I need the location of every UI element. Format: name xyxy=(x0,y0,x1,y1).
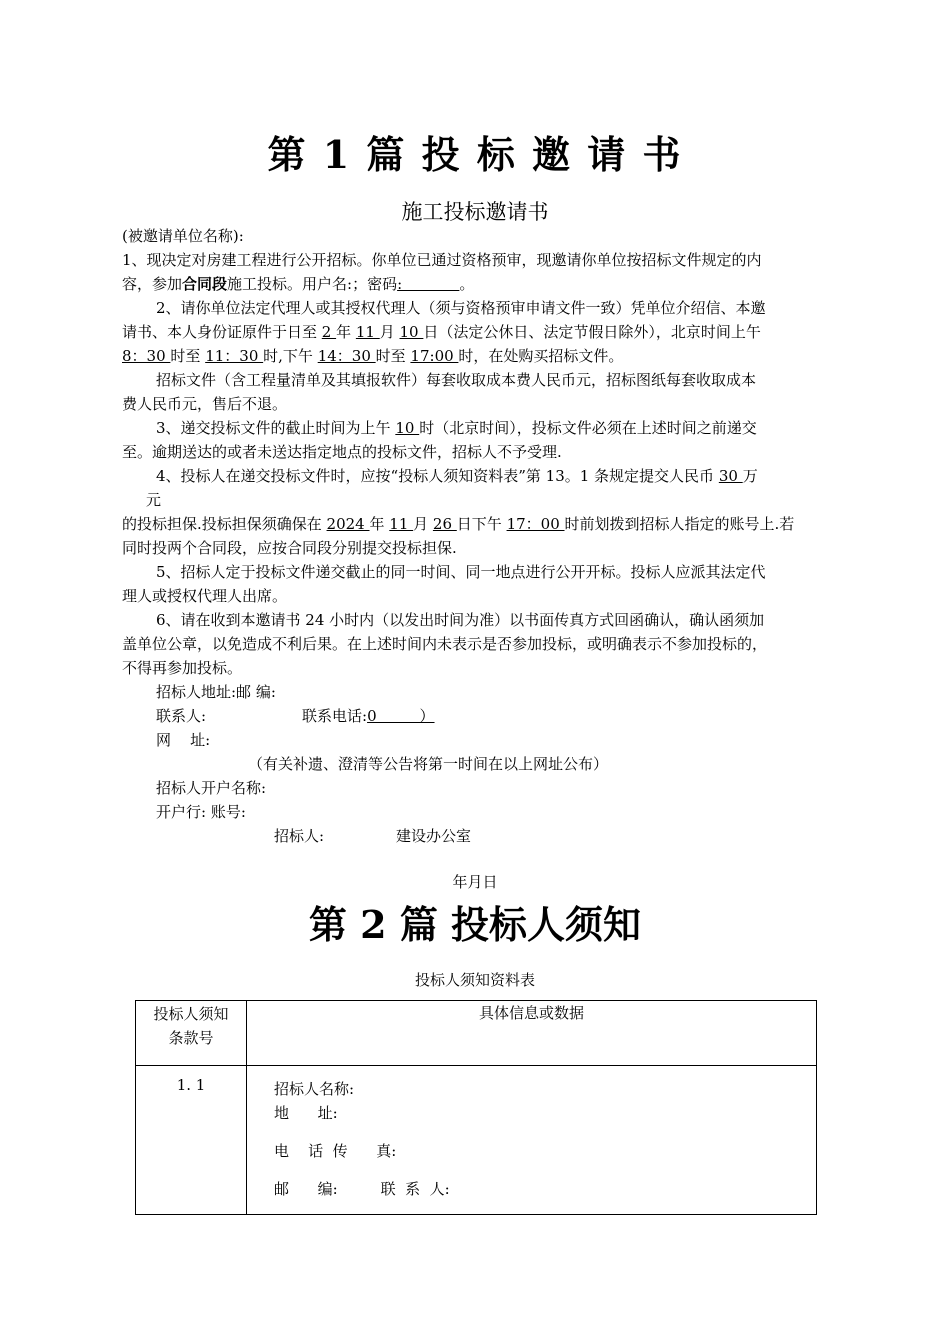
website-line: 网 址: xyxy=(156,731,211,749)
header-clause-no: 投标人须知条款号 xyxy=(136,1001,247,1066)
header-details: 具体信息或数据 xyxy=(247,1001,817,1066)
account-name-line: 招标人开户名称: xyxy=(156,779,267,797)
bidder-info-table xyxy=(135,1000,817,1215)
date-line: 年月日 xyxy=(452,873,498,891)
paragraph-1: 1、现决定对房建工程进行公开招标。你单位已通过资格预审，现邀请你单位按招标文件规定的内 容，参加合同段施工投标。用户名:；密码: 。 xyxy=(122,251,762,293)
contact-line: 联系人: 联系电话:0 ） xyxy=(156,707,435,725)
part2-title: 第 2 篇 投标人须知 xyxy=(308,902,642,947)
notice-line: （有关补遗、澄清等公告将第一时间在以上网址公布） xyxy=(248,755,609,773)
part1-title: 第 1 篇 投 标 邀 请 书 xyxy=(267,132,683,177)
paragraph-fees: 招标文件（含工程量清单及其填报软件）每套收取成本费人民币元，招标图纸每套收取成本 费人民币元，售后不退。 xyxy=(122,371,757,413)
bank-line: 开户行: 账号: xyxy=(156,803,246,821)
part1-subtitle: 施工投标邀请书 xyxy=(401,200,549,224)
paragraph-3: 3、递交投标文件的截止时间为上午 10 时（北京时间），投标文件必须在上述时间之前递交 至。逾期送达的或者未送达指定地点的投标文件，招标人不予受理. xyxy=(122,419,757,461)
table-caption: 投标人须知资料表 xyxy=(414,971,535,989)
paragraph-6: 6、请在收到本邀请书 24 小时内（以发出时间为准）以书面传真方式回函确认，确认函须加 盖单位公章，以免造成不利后果。在上述时间内未表示是否参加投标，或明确表示不参加投标的， 不得再参加投标。 xyxy=(122,611,768,677)
table-header-row xyxy=(136,1001,817,1066)
details-cell: 招标人名称: 地 址: 电 话 传 真: 邮 编: 联 系 人: xyxy=(247,1066,817,1215)
paragraph-4: 4、投标人在递交投标文件时，应按“投标人须知资料表”第 13。1 条规定提交人民币 30 万 元 的投标担保.投标担保须确保在 2024 年 11 月 26 日下午 17：00 时前划拨到招标人指定的账号上.若 同时投两个合同段，应按合同段分别提交投标担保. xyxy=(122,467,795,557)
signer-line: 招标人: 建设办公室 xyxy=(274,827,472,845)
paragraph-5: 5、招标人定于投标文件递交截止的同一时间、同一地点进行公开开标。投标人应派其法定代 理人或授权代理人出席。 xyxy=(122,563,766,605)
paragraph-2: 2、请你单位法定代理人或其授权代理人（须与资格预审申请文件一致）凭单位介绍信、本邀 请书、本人身份证原件于日至 2 年 11 月 10 日（法定公休日、法定节假日除外），北京时间上午 8：30 时至 11：30 时,下午 14：30 时至 17:00 时，在处购买招标文件。 xyxy=(122,299,766,365)
invitee-line: (被邀请单位名称): xyxy=(122,227,244,245)
address-line: 招标人地址:邮 编: xyxy=(156,683,276,701)
clause-no-cell: 1. 1 xyxy=(136,1066,247,1215)
invitation-body xyxy=(122,224,842,848)
table-row xyxy=(136,1066,817,1215)
